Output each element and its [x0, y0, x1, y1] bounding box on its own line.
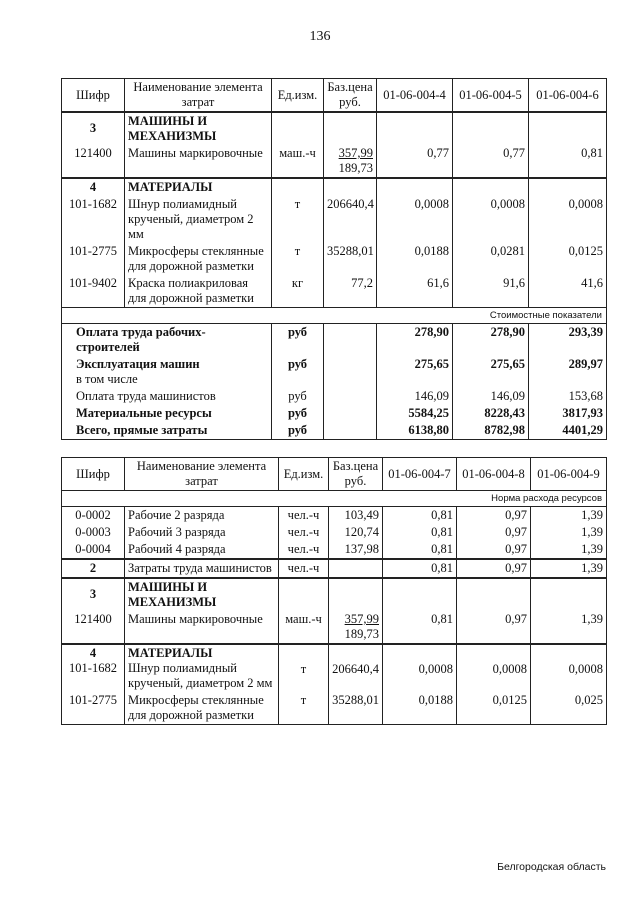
table-row: 0-0003 Рабочий 3 разряда чел.-ч 120,74 0,81 0,97 1,39	[62, 524, 607, 541]
table-row: 121400 Машины маркировочные маш.-ч 357,99 189,73 0,81 0,97 1,39	[62, 611, 607, 644]
section-row: 4 МАТЕРИАЛЫ	[62, 178, 607, 196]
header-col: 01-06-004-9	[531, 458, 607, 491]
cost-label-row: Стоимостные показатели	[62, 308, 607, 324]
resource-table-1	[61, 78, 607, 440]
section-row: 3 МАШИНЫ И МЕХАНИЗМЫ	[62, 578, 607, 611]
header-code: Шифр	[62, 79, 125, 113]
norm-label-row: Норма расхода ресурсов	[62, 491, 607, 507]
header-unit: Ед.изм.	[272, 79, 324, 113]
resource-table-2	[61, 457, 607, 725]
header-code: Шифр	[62, 458, 125, 491]
page-number: 136	[309, 29, 331, 44]
header-price: Баз.цена руб.	[329, 458, 383, 491]
table-row: 0-0002 Рабочие 2 разряда чел.-ч 103,49 0,81 0,97 1,39	[62, 507, 607, 525]
header-col: 01-06-004-4	[377, 79, 453, 113]
table-row: 121400 Машины маркировочные маш.-ч 357,99 189,73 0,77 0,77 0,81	[62, 145, 607, 178]
section-row: 4 101-1682 МАТЕРИАЛЫ Шнур полиамидный крученый, диаметром 2 мм т 206640,4 0,0008 0,0008 0,0008	[62, 644, 607, 692]
cost-row: Всего, прямые затраты руб 6138,80 8782,98 4401,29	[62, 422, 607, 440]
table-row: 0-0004 Рабочий 4 разряда чел.-ч 137,98 0,81 0,97 1,39	[62, 541, 607, 559]
header-price: Баз.цена руб.	[324, 79, 377, 113]
table-row: 101-2775 Микросферы стеклянные для дорожной разметки т 35288,01 0,0188 0,0125 0,025	[62, 692, 607, 725]
cost-row: Оплата труда машинистов руб 146,09 146,09 153,68	[62, 388, 607, 405]
header-col: 01-06-004-5	[453, 79, 529, 113]
section-row: 3 МАШИНЫ И МЕХАНИЗМЫ	[62, 112, 607, 145]
table-row: 2 Затраты труда машинистов чел.-ч 0,81 0,97 1,39	[62, 559, 607, 578]
table-row: 101-1682 Шнур полиамидный крученый, диаметром 2 мм т 206640,4 0,0008 0,0008 0,0008	[62, 196, 607, 243]
header-col: 01-06-004-6	[529, 79, 607, 113]
footer-region: Белгородская область	[497, 861, 606, 873]
header-col: 01-06-004-8	[457, 458, 531, 491]
table-row: 101-2775 Микросферы стеклянные для дорожной разметки т 35288,01 0,0188 0,0281 0,0125	[62, 243, 607, 275]
cost-row: Материальные ресурсы руб 5584,25 8228,43 3817,93	[62, 405, 607, 422]
header-unit: Ед.изм.	[279, 458, 329, 491]
table-header	[62, 458, 607, 491]
table-row: 101-9402 Краска полиакриловая для дорожной разметки кг 77,2 61,6 91,6 41,6	[62, 275, 607, 308]
header-name: Наименование элемента затрат	[125, 79, 272, 113]
header-col: 01-06-004-7	[383, 458, 457, 491]
cost-row: Оплата труда рабочих-строителей руб 278,90 278,90 293,39	[62, 324, 607, 357]
table-header	[62, 79, 607, 113]
cost-row: Эксплуатация машин в том числе руб 275,65 275,65 289,97	[62, 356, 607, 388]
header-name: Наименование элемента затрат	[125, 458, 279, 491]
